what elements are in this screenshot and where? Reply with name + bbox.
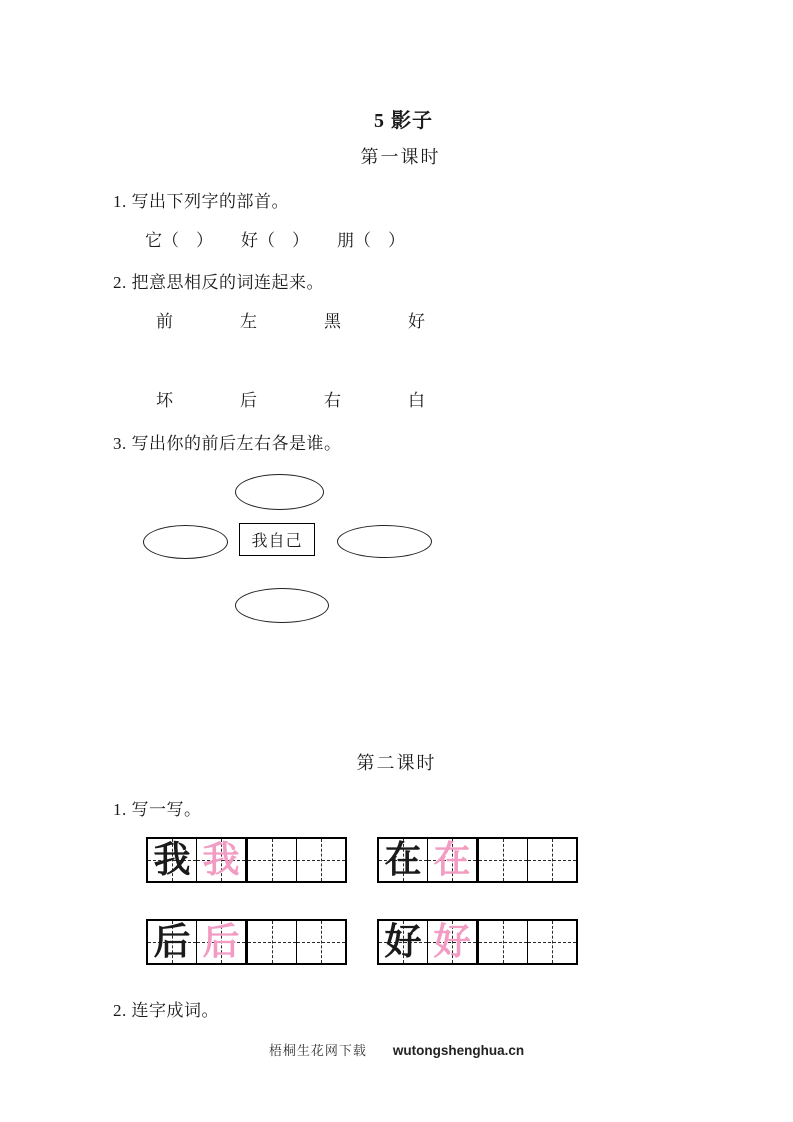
answer-oval-left <box>143 525 228 559</box>
footer-site-name: 梧桐生花网下载 <box>268 1043 367 1058</box>
grid-cell-empty <box>297 921 345 963</box>
grid-cell-trace <box>428 839 479 881</box>
grid-cell-empty <box>479 921 528 963</box>
question1-label: 1. 写出下列字的部首。 <box>113 192 289 211</box>
question2-label: 2. 把意思相反的词连起来。 <box>113 273 324 292</box>
antonym-word: 前 <box>156 312 173 331</box>
answer-oval-back <box>235 588 329 623</box>
writing-grid-zai <box>377 837 578 883</box>
answer-oval-front <box>235 474 324 510</box>
trace-character: 我 <box>202 839 240 881</box>
grid-cell-empty <box>528 839 576 881</box>
antonym-word: 右 <box>324 391 341 410</box>
page-footer <box>0 1040 793 1059</box>
antonym-row-bottom <box>156 390 425 411</box>
grid-cell-empty <box>248 921 297 963</box>
trace-character: 后 <box>202 921 240 963</box>
antonym-word: 黑 <box>324 312 341 331</box>
grid-cell-empty <box>479 839 528 881</box>
trace-character: 在 <box>433 839 471 881</box>
model-character: 好 <box>384 921 422 963</box>
antonym-word: 坏 <box>156 391 173 410</box>
lesson2-heading: 第二课时 <box>356 753 437 773</box>
lesson2-question2-label: 2. 连字成词。 <box>113 1001 219 1020</box>
self-box: 我自己 <box>239 523 315 556</box>
writing-grid-hou <box>146 919 347 965</box>
answer-oval-right <box>337 525 432 558</box>
radical-blank: 它（ ） <box>145 231 213 250</box>
lesson1-heading: 第一课时 <box>360 147 441 167</box>
question3-label: 3. 写出你的前后左右各是谁。 <box>113 434 342 453</box>
antonym-word: 好 <box>408 312 425 331</box>
grid-cell-model <box>148 839 197 881</box>
model-character: 我 <box>153 839 191 881</box>
model-character: 后 <box>153 921 191 963</box>
grid-cell-model <box>379 921 428 963</box>
model-character: 在 <box>384 839 422 881</box>
radical-blank: 朋（ ） <box>337 231 405 250</box>
antonym-word: 白 <box>408 391 425 410</box>
footer-site-url: wutongshenghua.cn <box>392 1043 525 1058</box>
grid-cell-empty <box>528 921 576 963</box>
radical-blank-row <box>145 231 405 251</box>
radical-blank: 好（ ） <box>241 231 309 250</box>
grid-cell-trace <box>197 921 248 963</box>
trace-character: 好 <box>433 921 471 963</box>
grid-cell-trace <box>428 921 479 963</box>
writing-grid-wo <box>146 837 347 883</box>
grid-cell-empty <box>297 839 345 881</box>
writing-grid-hao <box>377 919 578 965</box>
page-title: 5 影子 <box>374 110 433 132</box>
grid-cell-model <box>148 921 197 963</box>
antonym-row-top <box>156 311 425 332</box>
grid-cell-empty <box>248 839 297 881</box>
lesson2-question1-label: 1. 写一写。 <box>113 800 202 819</box>
grid-cell-model <box>379 839 428 881</box>
antonym-word: 左 <box>240 312 257 331</box>
grid-cell-trace <box>197 839 248 881</box>
antonym-word: 后 <box>240 391 257 410</box>
